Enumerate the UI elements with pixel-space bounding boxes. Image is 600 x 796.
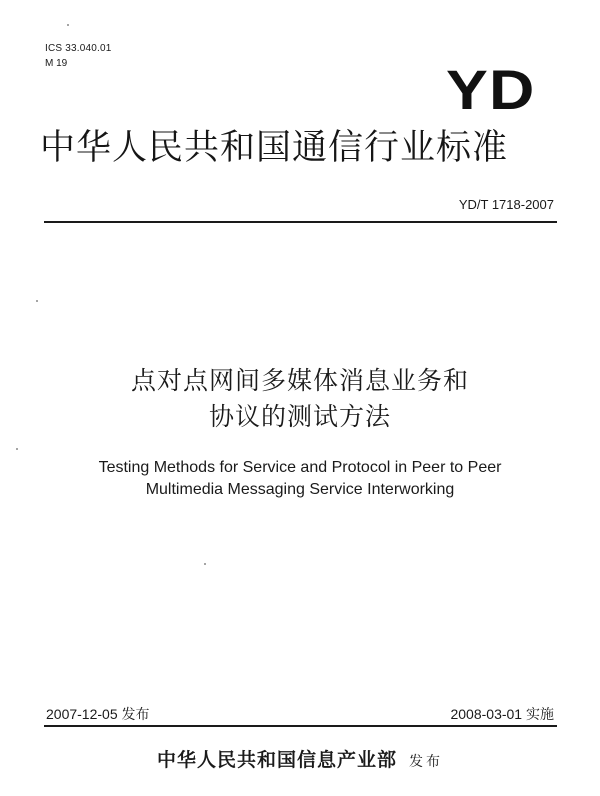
issue-date: 2007-12-05 发布 xyxy=(46,706,150,722)
english-title-line-2: Multimedia Messaging Service Interworking xyxy=(145,481,455,498)
header-divider xyxy=(44,221,557,223)
ics-code: ICS 33.040.01 xyxy=(45,43,112,54)
publisher-suffix: 发布 xyxy=(409,754,443,770)
scan-speck xyxy=(67,24,69,26)
chinese-title-line-2: 协议的测试方法 xyxy=(208,402,391,431)
english-title-line-1: Testing Methods for Service and Protocol in Peer to Peer xyxy=(98,459,502,476)
scan-speck xyxy=(16,448,18,450)
scan-speck xyxy=(36,300,38,302)
standard-type-heading: 中华人民共和国通信行业标准 xyxy=(40,128,509,168)
footer-divider xyxy=(44,725,557,727)
chinese-title-line-1: 点对点网间多媒体消息业务和 xyxy=(130,366,469,395)
standard-number: YD/T 1718-2007 xyxy=(458,197,554,212)
scan-speck xyxy=(204,563,206,565)
yd-logo: YD xyxy=(446,58,536,121)
publisher-name: 中华人民共和国信息产业部 xyxy=(156,749,397,771)
publisher xyxy=(0,748,600,774)
classification-code: M 19 xyxy=(45,58,68,69)
implementation-date: 2008-03-01 实施 xyxy=(450,706,554,722)
